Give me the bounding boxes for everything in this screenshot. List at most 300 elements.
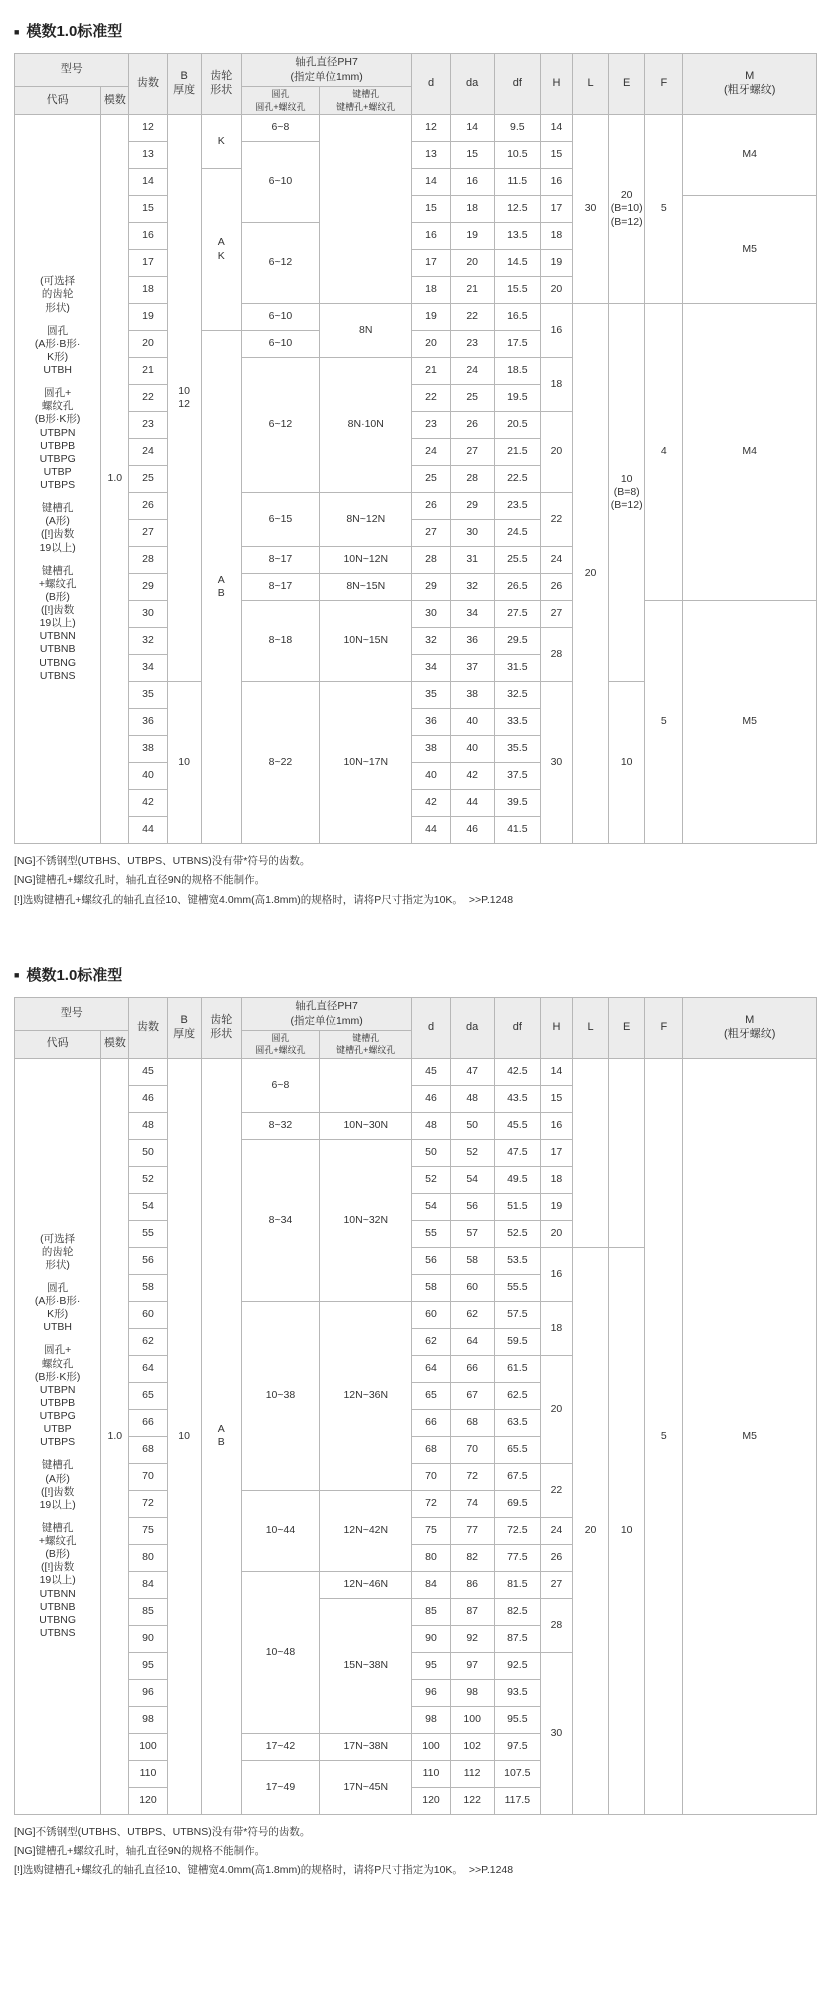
da-cell: 100 (450, 1706, 494, 1733)
header-e: E (609, 997, 645, 1058)
da-cell: 40 (450, 709, 494, 736)
h-group-cell: 19 (540, 1193, 572, 1220)
keyway-group-cell: 17N~38N (320, 1733, 412, 1760)
df-cell: 17.5 (494, 331, 540, 358)
d-cell: 58 (412, 1274, 450, 1301)
note-text: [NG]键槽孔+螺纹孔时，轴孔直径9N的规格不能制作。 (14, 1845, 266, 1858)
round-group-cell: 8~22 (241, 682, 319, 844)
header-round-hole: 圆孔 圆孔+螺纹孔 (241, 87, 319, 115)
teeth-cell: 54 (129, 1193, 167, 1220)
df-cell: 57.5 (494, 1301, 540, 1328)
teeth-cell: 95 (129, 1652, 167, 1679)
h-group-cell: 16 (540, 304, 572, 358)
header-da: da (450, 997, 494, 1058)
h-group-cell: 20 (540, 1355, 572, 1463)
header-model: 型号 (15, 997, 129, 1030)
df-cell: 55.5 (494, 1274, 540, 1301)
notes-block-2 (14, 1824, 817, 1879)
teeth-cell: 45 (129, 1058, 167, 1085)
da-cell: 22 (450, 304, 494, 331)
l-group-cell (573, 1058, 609, 1247)
d-cell: 34 (412, 655, 450, 682)
header-gear-shape: 齿轮 形状 (201, 997, 241, 1058)
da-cell: 27 (450, 439, 494, 466)
d-cell: 65 (412, 1382, 450, 1409)
h-group-cell: 30 (540, 1652, 572, 1814)
shape-group-cell: A B (201, 1058, 241, 1814)
da-cell: 40 (450, 736, 494, 763)
d-cell: 46 (412, 1085, 450, 1112)
da-cell: 38 (450, 682, 494, 709)
m-group-cell: M4 (683, 115, 817, 196)
spec-table-container-2 (14, 997, 817, 1815)
d-cell: 85 (412, 1598, 450, 1625)
keyway-group-cell: 12N~42N (320, 1490, 412, 1571)
round-group-cell: 6~10 (241, 304, 319, 331)
section-bullet-icon: ■ (14, 970, 20, 981)
teeth-cell: 120 (129, 1787, 167, 1814)
header-teeth: 齿数 (129, 997, 167, 1058)
d-cell: 18 (412, 277, 450, 304)
round-group-cell: 17~49 (241, 1760, 319, 1814)
df-cell: 13.5 (494, 223, 540, 250)
teeth-cell: 84 (129, 1571, 167, 1598)
header-b-thickness: B 厚度 (167, 997, 201, 1058)
df-cell: 52.5 (494, 1220, 540, 1247)
header-gear-shape: 齿轮 形状 (201, 54, 241, 115)
note-text: [NG]键槽孔+螺纹孔时，轴孔直径9N的规格不能制作。 (14, 874, 266, 887)
note-text: [NG]不锈钢型(UTBHS、UTBPS、UTBNS)没有带*符号的齿数。 (14, 1825, 311, 1838)
f-group-cell: 5 (645, 1058, 683, 1814)
df-cell: 24.5 (494, 520, 540, 547)
keyway-group-cell: 12N~46N (320, 1571, 412, 1598)
spec-table (14, 53, 817, 844)
keyway-group-cell: 8N~15N (320, 574, 412, 601)
df-cell: 97.5 (494, 1733, 540, 1760)
df-cell: 27.5 (494, 601, 540, 628)
keyway-group-cell: 8N (320, 304, 412, 358)
d-cell: 32 (412, 628, 450, 655)
teeth-cell: 50 (129, 1139, 167, 1166)
note-text: [!]选购键槽孔+螺纹孔的轴孔直径10、键槽宽4.0mm(高1.8mm)的规格时，请将P尺寸指定为10K。 (14, 893, 463, 906)
df-cell: 62.5 (494, 1382, 540, 1409)
df-cell: 69.5 (494, 1490, 540, 1517)
da-cell: 47 (450, 1058, 494, 1085)
section-title (14, 20, 817, 41)
section-bullet-icon: ■ (14, 26, 20, 37)
header-m-thread: M (粗牙螺纹) (683, 54, 817, 115)
m-group-cell: M5 (683, 601, 817, 844)
d-cell: 22 (412, 385, 450, 412)
header-code: 代码 (15, 87, 101, 115)
d-cell: 25 (412, 466, 450, 493)
d-cell: 12 (412, 115, 450, 142)
d-cell: 28 (412, 547, 450, 574)
keyway-group-cell: 12N~36N (320, 1301, 412, 1490)
keyway-group-cell: 8N~12N (320, 493, 412, 547)
df-cell: 26.5 (494, 574, 540, 601)
f-group-cell: 5 (645, 115, 683, 304)
header-row-1 (15, 997, 817, 1030)
df-cell: 12.5 (494, 196, 540, 223)
header-d: d (412, 997, 450, 1058)
header-e: E (609, 54, 645, 115)
teeth-cell: 55 (129, 1220, 167, 1247)
d-cell: 35 (412, 682, 450, 709)
h-group-cell: 20 (540, 277, 572, 304)
table-row (15, 115, 817, 142)
teeth-cell: 70 (129, 1463, 167, 1490)
d-cell: 90 (412, 1625, 450, 1652)
da-cell: 32 (450, 574, 494, 601)
header-m-thread: M (粗牙螺纹) (683, 997, 817, 1058)
teeth-cell: 48 (129, 1112, 167, 1139)
df-cell: 59.5 (494, 1328, 540, 1355)
header-row-1 (15, 54, 817, 87)
da-cell: 29 (450, 493, 494, 520)
da-cell: 62 (450, 1301, 494, 1328)
da-cell: 26 (450, 412, 494, 439)
df-cell: 49.5 (494, 1166, 540, 1193)
round-group-cell: 10~44 (241, 1490, 319, 1571)
teeth-cell: 12 (129, 115, 167, 142)
da-cell: 42 (450, 763, 494, 790)
round-group-cell: 17~42 (241, 1733, 319, 1760)
df-cell: 32.5 (494, 682, 540, 709)
note-line (14, 1843, 817, 1859)
d-cell: 42 (412, 790, 450, 817)
section-title (14, 964, 817, 985)
e-group-cell: 20 (B=10) (B=12) (609, 115, 645, 304)
teeth-cell: 16 (129, 223, 167, 250)
teeth-cell: 32 (129, 628, 167, 655)
teeth-cell: 46 (129, 1085, 167, 1112)
shape-group-cell: A K (201, 169, 241, 331)
d-cell: 50 (412, 1139, 450, 1166)
df-cell: 45.5 (494, 1112, 540, 1139)
table-row (15, 196, 817, 223)
d-cell: 54 (412, 1193, 450, 1220)
header-teeth: 齿数 (129, 54, 167, 115)
da-cell: 24 (450, 358, 494, 385)
df-cell: 51.5 (494, 1193, 540, 1220)
keyway-group-cell: 10N~32N (320, 1139, 412, 1301)
header-module: 模数 (101, 1030, 129, 1058)
h-group-cell: 18 (540, 1301, 572, 1355)
page-ref-link[interactable]: >>P.1248 (468, 1864, 514, 1877)
header-model: 型号 (15, 54, 129, 87)
df-cell: 10.5 (494, 142, 540, 169)
d-cell: 26 (412, 493, 450, 520)
header-l: L (573, 997, 609, 1058)
df-cell: 67.5 (494, 1463, 540, 1490)
teeth-cell: 29 (129, 574, 167, 601)
h-group-cell: 17 (540, 196, 572, 223)
l-group-cell: 20 (573, 304, 609, 844)
keyway-group-cell: 8N·10N (320, 358, 412, 493)
d-cell: 96 (412, 1679, 450, 1706)
section-module-standard-1 (14, 20, 817, 908)
keyway-group-cell: 10N~12N (320, 547, 412, 574)
h-group-cell: 20 (540, 1220, 572, 1247)
h-group-cell: 14 (540, 1058, 572, 1085)
m-group-cell: M4 (683, 304, 817, 601)
e-group-cell: 10 (B=8) (B=12) (609, 304, 645, 682)
header-df: df (494, 997, 540, 1058)
h-group-cell: 18 (540, 358, 572, 412)
da-cell: 16 (450, 169, 494, 196)
header-da: da (450, 54, 494, 115)
da-cell: 50 (450, 1112, 494, 1139)
teeth-cell: 26 (129, 493, 167, 520)
teeth-cell: 20 (129, 331, 167, 358)
header-df: df (494, 54, 540, 115)
da-cell: 48 (450, 1085, 494, 1112)
note-line (14, 892, 817, 908)
d-cell: 95 (412, 1652, 450, 1679)
teeth-cell: 42 (129, 790, 167, 817)
d-cell: 27 (412, 520, 450, 547)
da-cell: 68 (450, 1409, 494, 1436)
df-cell: 19.5 (494, 385, 540, 412)
df-cell: 77.5 (494, 1544, 540, 1571)
h-group-cell: 15 (540, 142, 572, 169)
d-cell: 62 (412, 1328, 450, 1355)
h-group-cell: 20 (540, 412, 572, 493)
df-cell: 37.5 (494, 763, 540, 790)
teeth-cell: 27 (129, 520, 167, 547)
df-cell: 65.5 (494, 1436, 540, 1463)
teeth-cell: 23 (129, 412, 167, 439)
da-cell: 31 (450, 547, 494, 574)
note-line (14, 1824, 817, 1840)
d-cell: 66 (412, 1409, 450, 1436)
da-cell: 34 (450, 601, 494, 628)
h-group-cell: 24 (540, 547, 572, 574)
df-cell: 42.5 (494, 1058, 540, 1085)
d-cell: 29 (412, 574, 450, 601)
header-h: H (540, 54, 572, 115)
teeth-cell: 110 (129, 1760, 167, 1787)
d-cell: 36 (412, 709, 450, 736)
teeth-cell: 25 (129, 466, 167, 493)
df-cell: 22.5 (494, 466, 540, 493)
da-cell: 21 (450, 277, 494, 304)
df-cell: 35.5 (494, 736, 540, 763)
keyway-group-cell: 10N~17N (320, 682, 412, 844)
keyway-group-cell: 10N~15N (320, 601, 412, 682)
da-cell: 97 (450, 1652, 494, 1679)
teeth-cell: 17 (129, 250, 167, 277)
e-group-cell: 10 (609, 1247, 645, 1814)
df-cell: 93.5 (494, 1679, 540, 1706)
header-f: F (645, 997, 683, 1058)
header-keyway-hole: 键槽孔 键槽孔+螺纹孔 (320, 1030, 412, 1058)
note-text: [NG]不锈钢型(UTBHS、UTBPS、UTBNS)没有带*符号的齿数。 (14, 855, 311, 867)
f-group-cell: 5 (645, 601, 683, 844)
h-group-cell: 28 (540, 628, 572, 682)
da-cell: 57 (450, 1220, 494, 1247)
e-group-cell (609, 1058, 645, 1247)
df-cell: 82.5 (494, 1598, 540, 1625)
teeth-cell: 85 (129, 1598, 167, 1625)
d-cell: 24 (412, 439, 450, 466)
da-cell: 82 (450, 1544, 494, 1571)
round-group-cell: 6~12 (241, 358, 319, 493)
df-cell: 9.5 (494, 115, 540, 142)
da-cell: 46 (450, 817, 494, 844)
df-cell: 11.5 (494, 169, 540, 196)
da-cell: 37 (450, 655, 494, 682)
df-cell: 107.5 (494, 1760, 540, 1787)
teeth-cell: 62 (129, 1328, 167, 1355)
da-cell: 44 (450, 790, 494, 817)
teeth-cell: 56 (129, 1247, 167, 1274)
df-cell: 21.5 (494, 439, 540, 466)
h-group-cell: 14 (540, 115, 572, 142)
teeth-cell: 100 (129, 1733, 167, 1760)
da-cell: 18 (450, 196, 494, 223)
keyway-group-cell: 17N~45N (320, 1760, 412, 1814)
da-cell: 36 (450, 628, 494, 655)
h-group-cell: 26 (540, 1544, 572, 1571)
round-group-cell: 8~32 (241, 1112, 319, 1139)
df-cell: 25.5 (494, 547, 540, 574)
df-cell: 61.5 (494, 1355, 540, 1382)
teeth-cell: 65 (129, 1382, 167, 1409)
da-cell: 87 (450, 1598, 494, 1625)
df-cell: 95.5 (494, 1706, 540, 1733)
h-group-cell: 15 (540, 1085, 572, 1112)
teeth-cell: 18 (129, 277, 167, 304)
header-d: d (412, 54, 450, 115)
teeth-cell: 19 (129, 304, 167, 331)
h-group-cell: 30 (540, 682, 572, 844)
page-ref-link[interactable]: >>P.1248 (468, 893, 514, 906)
d-cell: 72 (412, 1490, 450, 1517)
h-group-cell: 16 (540, 1112, 572, 1139)
header-bore-diameter: 轴孔直径PH7 (指定单位1mm) (241, 54, 412, 87)
d-cell: 40 (412, 763, 450, 790)
teeth-cell: 34 (129, 655, 167, 682)
d-cell: 45 (412, 1058, 450, 1085)
round-group-cell: 6~15 (241, 493, 319, 547)
header-code: 代码 (15, 1030, 101, 1058)
teeth-cell: 72 (129, 1490, 167, 1517)
h-group-cell: 16 (540, 169, 572, 196)
keyway-group-cell (320, 115, 412, 304)
teeth-cell: 90 (129, 1625, 167, 1652)
da-cell: 20 (450, 250, 494, 277)
teeth-cell: 52 (129, 1166, 167, 1193)
df-cell: 81.5 (494, 1571, 540, 1598)
d-cell: 48 (412, 1112, 450, 1139)
d-cell: 68 (412, 1436, 450, 1463)
note-line (14, 853, 817, 869)
l-group-cell: 30 (573, 115, 609, 304)
teeth-cell: 35 (129, 682, 167, 709)
h-group-cell: 18 (540, 223, 572, 250)
teeth-cell: 75 (129, 1517, 167, 1544)
d-cell: 60 (412, 1301, 450, 1328)
df-cell: 33.5 (494, 709, 540, 736)
da-cell: 56 (450, 1193, 494, 1220)
round-group-cell: 6~10 (241, 331, 319, 358)
table-row (15, 1058, 817, 1085)
df-cell: 87.5 (494, 1625, 540, 1652)
teeth-cell: 14 (129, 169, 167, 196)
d-cell: 110 (412, 1760, 450, 1787)
round-group-cell: 8~17 (241, 547, 319, 574)
df-cell: 20.5 (494, 412, 540, 439)
teeth-cell: 66 (129, 1409, 167, 1436)
da-cell: 52 (450, 1139, 494, 1166)
d-cell: 21 (412, 358, 450, 385)
shape-group-cell: K (201, 115, 241, 169)
teeth-cell: 60 (129, 1301, 167, 1328)
h-group-cell: 18 (540, 1166, 572, 1193)
header-round-hole: 圆孔 圆孔+螺纹孔 (241, 1030, 319, 1058)
teeth-cell: 28 (129, 547, 167, 574)
da-cell: 92 (450, 1625, 494, 1652)
df-cell: 43.5 (494, 1085, 540, 1112)
d-cell: 15 (412, 196, 450, 223)
b-group-cell: 10 (167, 682, 201, 844)
teeth-cell: 30 (129, 601, 167, 628)
df-cell: 15.5 (494, 277, 540, 304)
teeth-cell: 38 (129, 736, 167, 763)
h-group-cell: 17 (540, 1139, 572, 1166)
teeth-cell: 36 (129, 709, 167, 736)
b-group-cell: 10 12 (167, 115, 201, 682)
d-cell: 84 (412, 1571, 450, 1598)
da-cell: 15 (450, 142, 494, 169)
module-cell: 1.0 (101, 1058, 129, 1814)
da-cell: 30 (450, 520, 494, 547)
d-cell: 44 (412, 817, 450, 844)
df-cell: 63.5 (494, 1409, 540, 1436)
header-b-thickness: B 厚度 (167, 54, 201, 115)
module-cell: 1.0 (101, 115, 129, 844)
da-cell: 112 (450, 1760, 494, 1787)
l-group-cell: 20 (573, 1247, 609, 1814)
df-cell: 72.5 (494, 1517, 540, 1544)
d-cell: 75 (412, 1517, 450, 1544)
spec-table (14, 997, 817, 1815)
h-group-cell: 27 (540, 1571, 572, 1598)
d-cell: 30 (412, 601, 450, 628)
df-cell: 41.5 (494, 817, 540, 844)
teeth-cell: 58 (129, 1274, 167, 1301)
da-cell: 67 (450, 1382, 494, 1409)
da-cell: 66 (450, 1355, 494, 1382)
d-cell: 64 (412, 1355, 450, 1382)
da-cell: 86 (450, 1571, 494, 1598)
teeth-cell: 21 (129, 358, 167, 385)
round-group-cell: 8~17 (241, 574, 319, 601)
header-bore-diameter: 轴孔直径PH7 (指定单位1mm) (241, 997, 412, 1030)
teeth-cell: 80 (129, 1544, 167, 1571)
h-group-cell: 22 (540, 493, 572, 547)
da-cell: 122 (450, 1787, 494, 1814)
teeth-cell: 98 (129, 1706, 167, 1733)
d-cell: 14 (412, 169, 450, 196)
df-cell: 29.5 (494, 628, 540, 655)
code-cell: (可选择 的齿轮 形状) 圆孔 (A形·B形· K形) UTBH 圆孔+ 螺纹孔 (B形·K形) UTBPN UTBPB UTBPG UTBP UTBPS 键槽孔 (A形) ([!]齿数 19以上) 键槽孔 +螺纹孔 (B形) ([!]齿数 19以上) UTBNN UTBNB UTBNG UTBNS (15, 115, 101, 844)
da-cell: 28 (450, 466, 494, 493)
round-group-cell: 6~10 (241, 142, 319, 223)
da-cell: 72 (450, 1463, 494, 1490)
